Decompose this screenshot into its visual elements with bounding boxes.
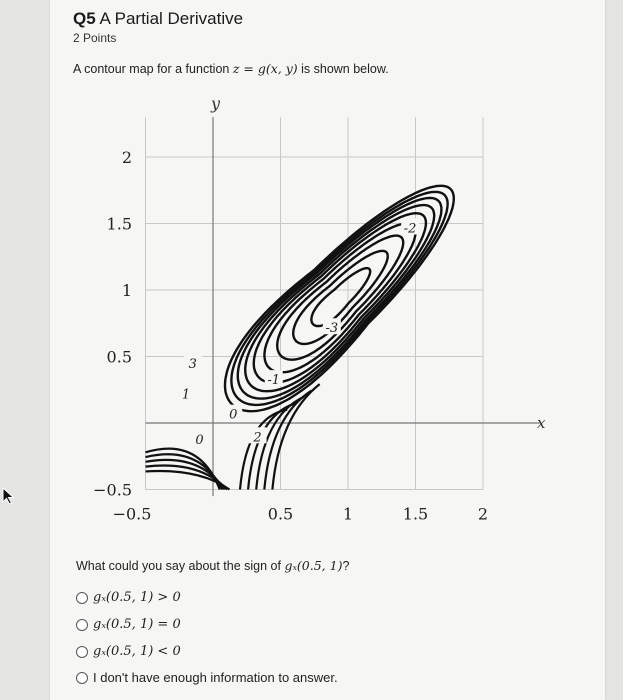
- sub-question: [76, 558, 349, 573]
- option-label: gₓ(0.5, 1) < 0: [93, 644, 181, 659]
- saddle-lines: [146, 384, 320, 489]
- contour-chart-svg: [60, 95, 620, 545]
- x-tick-label: 2: [477, 504, 489, 524]
- prompt-text: A contour map for a function: [73, 62, 233, 76]
- y-tick-label: 1: [121, 281, 132, 300]
- sub-question-math: gₓ(0.5, 1): [284, 558, 343, 573]
- option-label: I don't have enough information to answer.: [93, 670, 338, 685]
- contour-value-label: 3: [188, 357, 197, 373]
- y-axis-label: y: [211, 95, 221, 114]
- x-axis-label: x: [537, 414, 546, 432]
- y-tick-label: 2: [121, 148, 132, 167]
- contour-value-label: 1: [181, 387, 191, 403]
- x-tick-label: 1.5: [402, 504, 429, 524]
- question-title-text: A Partial Derivative: [99, 9, 244, 28]
- y-tick-label: 1.5: [106, 214, 132, 234]
- x-tick-label: 1: [342, 504, 354, 524]
- question-title: [73, 9, 243, 29]
- option-not-enough-info[interactable]: [76, 670, 338, 685]
- option-label: gₓ(0.5, 1) = 0: [93, 617, 181, 632]
- contour-value-label: -2: [403, 221, 417, 237]
- contour-value-label: 0: [229, 407, 238, 423]
- contour-value-label: -1: [267, 373, 281, 389]
- mouse-cursor-icon: [2, 487, 16, 510]
- option-label: gₓ(0.5, 1) > 0: [93, 590, 181, 605]
- option-negative[interactable]: [76, 644, 181, 659]
- y-tick-label: −0.5: [93, 480, 132, 500]
- contour-value-label: 0: [195, 432, 204, 448]
- sub-question-end: ?: [342, 559, 350, 573]
- contour-lines: [225, 186, 454, 411]
- question-number: Q5: [73, 9, 96, 28]
- question-prompt: [73, 61, 389, 76]
- contour-value-label: -3: [325, 321, 339, 337]
- radio-button[interactable]: [76, 672, 88, 684]
- points-label: 2 Points: [73, 31, 117, 45]
- sub-question-text: What could you say about the sign of: [76, 559, 285, 573]
- x-tick-label: 0.5: [267, 504, 294, 524]
- radio-button[interactable]: [76, 619, 88, 631]
- option-positive[interactable]: [76, 590, 181, 605]
- radio-button[interactable]: [76, 646, 88, 658]
- option-zero[interactable]: [76, 617, 181, 632]
- x-tick-label: −0.5: [112, 504, 152, 524]
- prompt-text-end: is shown below.: [297, 62, 389, 76]
- contour-value-label: 2: [253, 430, 262, 446]
- prompt-math: z = g(x, y): [232, 61, 298, 76]
- radio-button[interactable]: [76, 592, 88, 604]
- contour-map: [60, 95, 620, 545]
- y-tick-label: 0.5: [106, 347, 132, 367]
